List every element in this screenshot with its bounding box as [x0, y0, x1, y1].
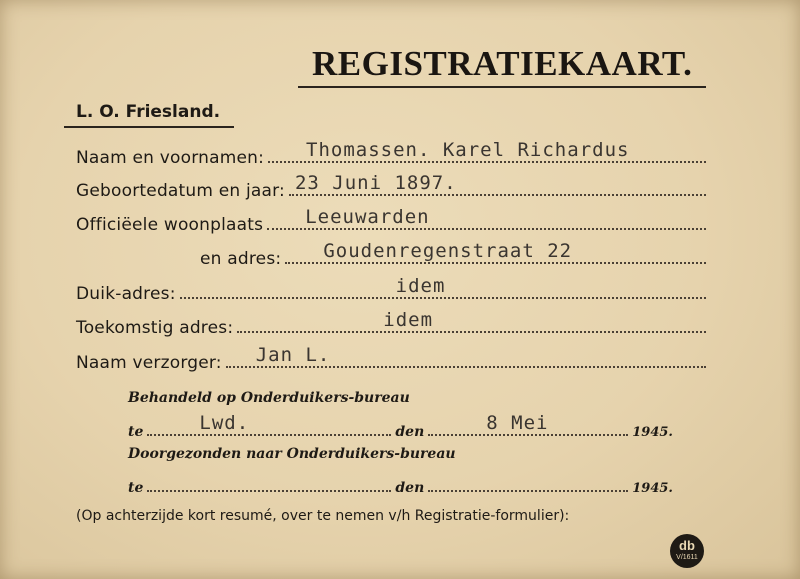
behandeld-year: 1945.	[632, 425, 673, 440]
doorgezonden-heading: Doorgezonden naar Onderduikers-bureau	[128, 446, 456, 462]
field-geboortedatum	[76, 172, 706, 201]
field-woonplaats-value: Leeuwarden	[305, 206, 430, 228]
field-woonplaats-label: Officiëele woonplaats	[76, 215, 264, 235]
field-naam-label: Naam en voornamen:	[76, 148, 265, 168]
field-toekomstig-adres-value: idem	[383, 309, 434, 331]
field-naam-value: Thomassen. Karel Richardus	[306, 139, 630, 161]
printer-mark-icon	[670, 534, 704, 568]
behandeld-den-label: den	[395, 424, 425, 440]
behandeld-te-line	[147, 412, 391, 436]
field-naam-line	[268, 139, 706, 163]
printer-mark-bottom: V/1611	[676, 554, 698, 561]
field-adres-label: en adres:	[200, 249, 282, 269]
title-underline	[298, 86, 706, 88]
organisation-underline	[64, 126, 234, 128]
card-title: REGISTRATIEKAART.	[312, 44, 693, 83]
behandeld-den-line	[428, 412, 628, 436]
field-toekomstig-adres-label: Toekomstig adres:	[76, 318, 234, 338]
doorgezonden-te-label: te	[128, 480, 144, 496]
doorgezonden-den-line	[428, 489, 628, 492]
field-toekomstig-adres	[76, 309, 706, 338]
behandeld-te-label: te	[128, 424, 144, 440]
field-toekomstig-adres-line	[237, 309, 706, 333]
organisation-name: L. O. Friesland.	[76, 102, 221, 122]
field-duik-adres-value: idem	[395, 275, 446, 297]
field-geboortedatum-label: Geboortedatum en jaar:	[76, 181, 285, 201]
behandeld-te-value: Lwd.	[199, 412, 250, 434]
field-adres-value: Goudenregenstraat 22	[323, 240, 573, 262]
field-verzorger	[76, 344, 706, 373]
field-verzorger-value: Jan L.	[255, 344, 331, 366]
field-geboortedatum-line	[289, 172, 706, 196]
field-duik-adres-line	[180, 275, 706, 299]
printer-mark-top: db	[679, 538, 695, 553]
field-geboortedatum-value: 23 Juni 1897.	[294, 172, 457, 194]
field-verzorger-label: Naam verzorger:	[76, 353, 222, 373]
behandeld-heading: Behandeld op Onderduikers-bureau	[128, 390, 410, 406]
field-verzorger-line	[226, 344, 706, 368]
behandeld-line	[128, 412, 708, 440]
footer-note: (Op achterzijde kort resumé, over te nemen v/h Registratie-formulier):	[76, 508, 570, 524]
field-duik-adres	[76, 275, 706, 304]
doorgezonden-den-label: den	[395, 480, 425, 496]
doorgezonden-te-line	[147, 489, 391, 492]
field-woonplaats-line	[267, 206, 706, 230]
doorgezonden-year: 1945.	[632, 481, 673, 496]
field-naam	[76, 139, 706, 168]
doorgezonden-line	[128, 476, 708, 496]
behandeld-den-value: 8 Mei	[486, 412, 549, 434]
field-woonplaats	[76, 206, 706, 235]
field-duik-adres-label: Duik-adres:	[76, 284, 176, 304]
field-adres	[200, 240, 706, 269]
field-adres-line	[285, 240, 706, 264]
